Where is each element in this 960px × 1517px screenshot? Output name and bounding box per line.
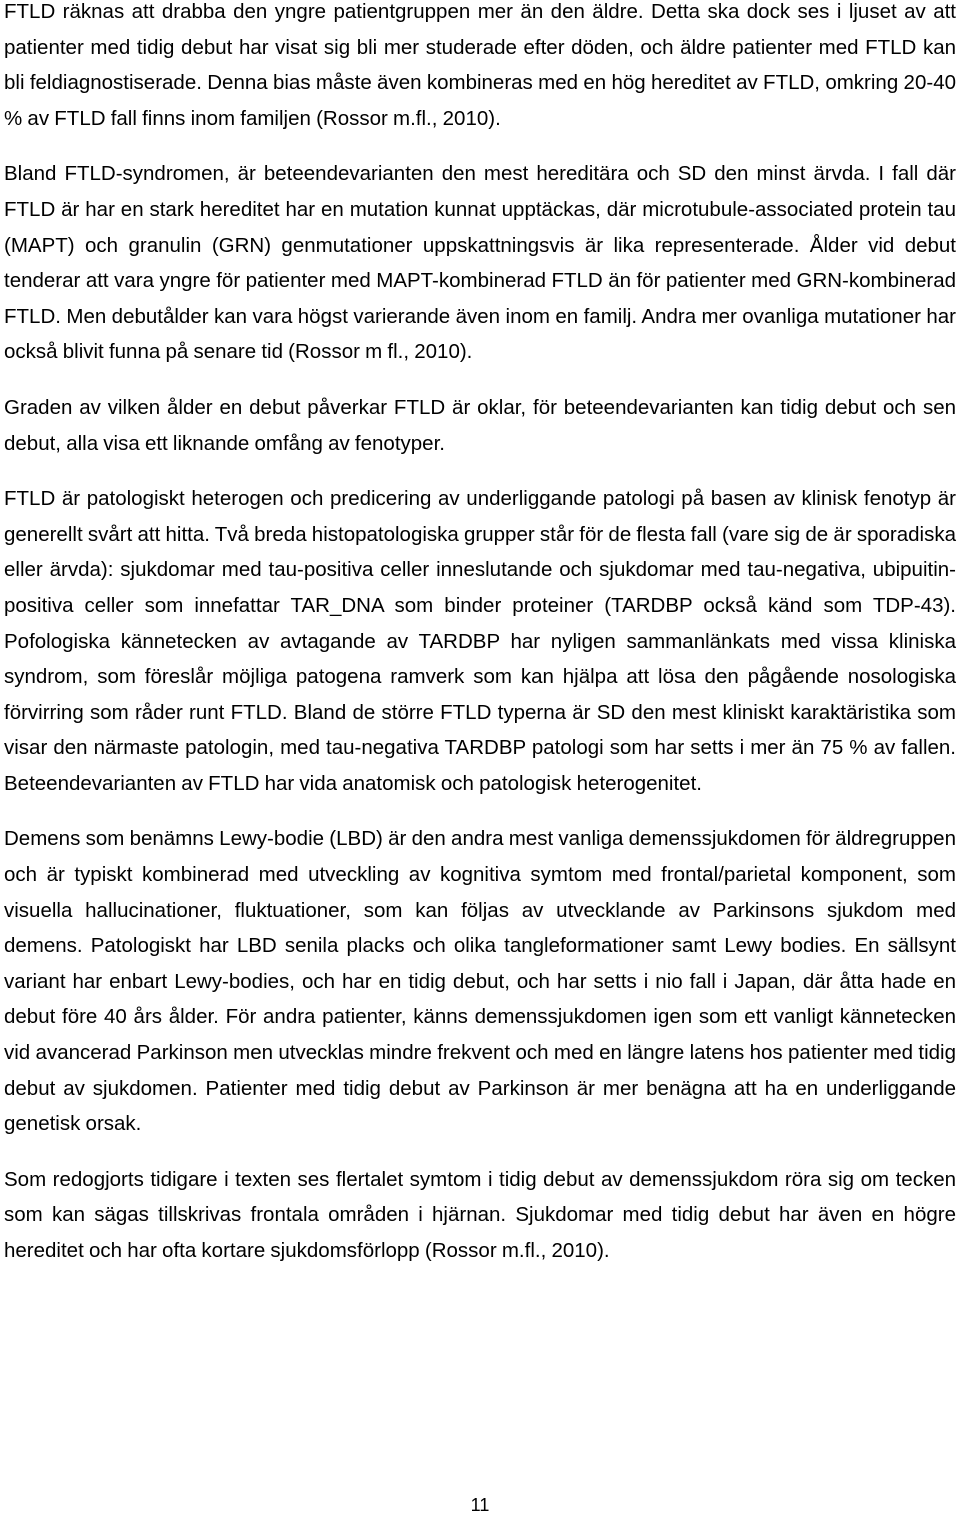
document-page bbox=[4, 0, 956, 1269]
paragraph-ftld-age-bias: FTLD räknas att drabba den yngre patientgruppen mer än den äldre. Detta ska dock ses i ljuset av att patienter med tidig debut har visat sig bli mer studerade efter döden, och äldre patienter med FTLD kan bli feldiagnostiserade. Denna bias måste även kombineras med en hög hereditet av FTLD, omkring 20-40 % av FTLD fall finns inom familjen (Rossor m.fl., 2010). bbox=[4, 0, 956, 130]
paragraph-summary: Som redogjorts tidigare i texten ses flertalet symtom i tidig debut av demenssjukdom röra sig om tecken som kan sägas tillskrivas frontala områden i hjärnan. Sjukdomar med tidig debut har även en högre hereditet och har ofta kortare sjukdomsförlopp (Rossor m.fl., 2010). bbox=[4, 1167, 956, 1262]
paragraph-ftld-heredity: Bland FTLD-syndromen, är beteendevarianten den mest hereditära och SD den minst ärvda. I fall där FTLD är har en stark hereditet har en mutation kunnat upptäckas, där microtubule-associated protein tau (MAPT) och granulin (GRN) genmutationer uppskattningsvis är lika representerade. Ålder vid debut tenderar att vara yngre för patienter med MAPT-kombinerad FTLD än för patienter med GRN-kombinerad FTLD. Men debutålder kan vara högst varierande även inom en familj. Andra mer ovanliga mutationer har också blivit funna på senare tid (Rossor m fl., 2010). bbox=[4, 162, 956, 364]
paragraph-age-onset-phenotype: Graden av vilken ålder en debut påverkar FTLD är oklar, för beteendevarianten kan tidig debut och sen debut, alla visa ett liknande omfång av fenotyper. bbox=[4, 395, 956, 455]
paragraph-ftld-pathology: FTLD är patologiskt heterogen och predicering av underliggande patologi på basen av klinisk fenotyp är generellt svårt att hitta. Två breda histopatologiska grupper står för de flesta fall (vare sig de är sporadiska eller ärvda): sjukdomar med tau-positiva celler inneslutande och sjukdomar med tau-negativa, ubipuitin-positiva celler som innefattar TAR_DNA som binder proteiner (TARDBP också känd som TDP-43). Pofologiska kännetecken av avtagande av TARDBP har nyligen sammanlänkats med vissa kliniska syndrom, som föreslår möjliga patogena ramverk som kan hjälpa att lösa den pågående nosologiska förvirring som råder runt FTLD. Bland de större FTLD typerna är SD den mest kliniskt karaktäristika som visar den närmaste patologin, med tau-negativa TARDBP patologi som har setts i mer än 75 % av fallen. Beteendevarianten av FTLD har vida anatomisk och patologisk heterogenitet. bbox=[4, 487, 956, 795]
paragraph-lewy-body-dementia: Demens som benämns Lewy-bodie (LBD) är den andra mest vanliga demenssjukdomen för äldregruppen och är typiskt kombinerad med utveckling av kognitiva symtom med frontal/parietal komponent, som visuella hallucinationer, fluktuationer, som kan följas av utvecklande av Parkinsons sjukdom med demens. Patologiskt har LBD senila placks och olika tangleformationer samt Lewy bodies. En sällsynt variant har enbart Lewy-bodies, och har en tidig debut, och har setts i nio fall i Japan, där åtta hade en debut före 40 års ålder. För andra patienter, känns demenssjukdomen igen som ett vanligt kännetecken vid avancerad Parkinson men utvecklas mindre frekvent och med en längre latens hos patienter med tidig debut av sjukdomen. Patienter med tidig debut av Parkinson är mer benägna att ha en underliggande genetisk orsak. bbox=[4, 827, 956, 1136]
page-number: 11 bbox=[470, 1495, 490, 1515]
